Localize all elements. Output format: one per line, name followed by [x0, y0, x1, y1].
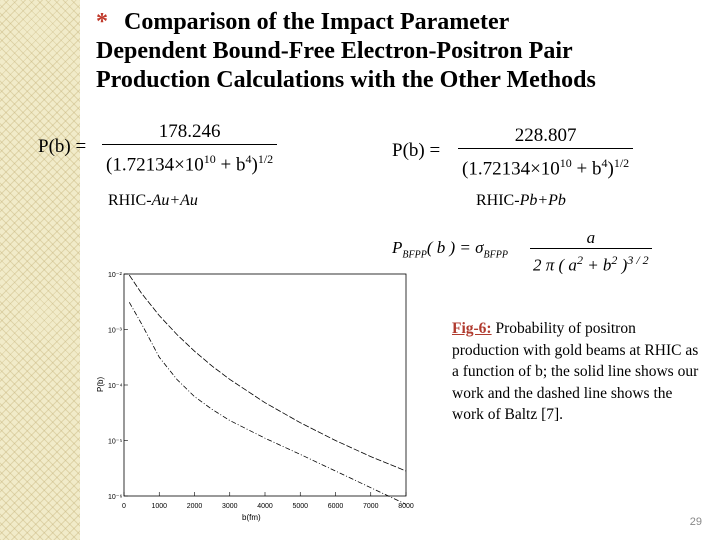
formula-left-lhs: P(b) = — [38, 136, 87, 157]
formula-right — [392, 124, 702, 184]
y-axis-label: P(b) — [96, 376, 105, 392]
formula-right-numerator: 228.807 — [514, 125, 577, 146]
y-axis-ticks — [108, 272, 128, 501]
y-tick-label: 10⁻⁴ — [108, 383, 123, 390]
x-tick-label: 8000 — [398, 503, 414, 510]
bfpp-fraction: a 2 π ( $a^2 + b^2$ )$^{3 / 2}$ — [530, 228, 652, 277]
formula-left-denominator: $(1.72134\times 10^{10} + b^4)^{1/2}$ — [106, 152, 274, 176]
figure-caption — [452, 318, 700, 426]
figure-label: Fig-6: — [452, 320, 492, 337]
formula-right-fraction — [458, 124, 633, 183]
y-tick-label: 10⁻⁵ — [108, 438, 123, 446]
x-tick-label: 4000 — [257, 503, 273, 510]
x-tick-label: 2000 — [186, 503, 203, 510]
y-tick-label: 10⁻³ — [108, 327, 122, 335]
x-axis-label: b(fm) — [242, 513, 261, 522]
plot-series — [129, 275, 406, 504]
probability-plot — [94, 262, 416, 524]
y-tick-label: 10⁻² — [108, 272, 122, 279]
formula-right-denominator: $(1.72134\times 10^{10} + b^4)^{1/2}$ — [462, 156, 630, 180]
formula-left — [38, 120, 338, 180]
plot-frame — [124, 274, 406, 496]
x-tick-label: 0 — [122, 503, 126, 510]
formula-left-numerator: 178.246 — [158, 121, 221, 142]
formula-left-fraction — [102, 120, 277, 179]
series-line-dashed — [129, 302, 406, 504]
label-rhic-au-au: RHIC-Au+Au — [108, 192, 198, 209]
page-number: 29 — [689, 516, 702, 528]
slide-title — [96, 8, 706, 95]
decorative-side-strip — [0, 0, 80, 540]
title-bullet: * — [96, 9, 108, 35]
bfpp-lhs: $P_{BFPP}$( b ) = $\sigma_{BFPP}$ — [392, 238, 508, 261]
x-tick-label: 3000 — [221, 503, 238, 510]
title-line-1: Comparison of the Impact Parameter — [124, 9, 510, 35]
x-tick-label: 1000 — [151, 503, 168, 510]
x-tick-label: 5000 — [292, 503, 309, 510]
y-tick-label: 10⁻⁶ — [108, 494, 123, 501]
title-line-2: Dependent Bound-Free Electron-Positron Pair — [96, 38, 573, 64]
caption-text: Probability of positron production with gold beams at RHIC as a function of b; the solid line shows our work and the dashed line shows the work of Baltz [7]. — [452, 320, 699, 424]
x-axis-ticks — [122, 492, 414, 510]
formula-right-lhs: P(b) = — [392, 140, 441, 161]
x-tick-label: 7000 — [362, 503, 379, 510]
label-rhic-pb-pb: RHIC-Pb+Pb — [476, 192, 566, 209]
title-line-3: Production Calculations with the Other Methods — [96, 67, 596, 93]
series-line-solid — [129, 275, 406, 471]
x-tick-label: 6000 — [327, 503, 344, 510]
